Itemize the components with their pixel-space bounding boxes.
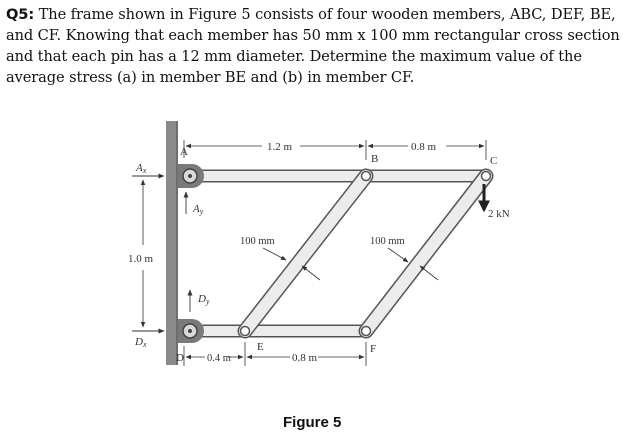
load-label: 2 kN [488,208,510,220]
label-C: C [490,155,498,167]
label-Ay: Ay [193,203,204,216]
pin-E [241,327,250,336]
label-Dy: Dy [198,293,210,306]
label-Dx: Dx [135,336,147,349]
dimension-EF-label: 0.8 m [292,352,318,364]
figure-caption: Figure 5 [283,414,342,431]
label-F: F [370,343,377,355]
pin-B [362,172,371,181]
dimension-DE-label: 0.4 m [207,353,231,364]
support-D [178,319,204,343]
label-A: A [180,146,188,158]
label-Ax: Ax [136,162,147,175]
label-D: D [176,352,184,364]
question-number: Q5: [6,6,35,23]
pin-C [482,172,491,181]
pin-F [362,327,371,336]
member-BE [245,176,366,331]
section-CF-label: 100 mm [370,236,405,247]
dimension-AB-label: 1.2 m [267,141,293,153]
dimension-top [184,140,486,160]
section-BE-label: 100 mm [240,236,275,247]
label-E: E [257,341,264,353]
support-A [178,164,204,188]
member-CF [366,176,486,331]
question-body: The frame shown in Figure 5 consists of four wooden members, ABC, DEF, BE, and CF. Knowing that each member has 50 mm x 100 mm rectangular cross section and that each pin has a 12 mm diameter. Determine the maximum value of the average stress (a) in member BE and (b) in member CF. [6,6,620,86]
dimension-BC-label: 0.8 m [411,141,437,153]
label-B: B [371,153,379,165]
dimension-height-label: 1.0 m [128,253,154,265]
